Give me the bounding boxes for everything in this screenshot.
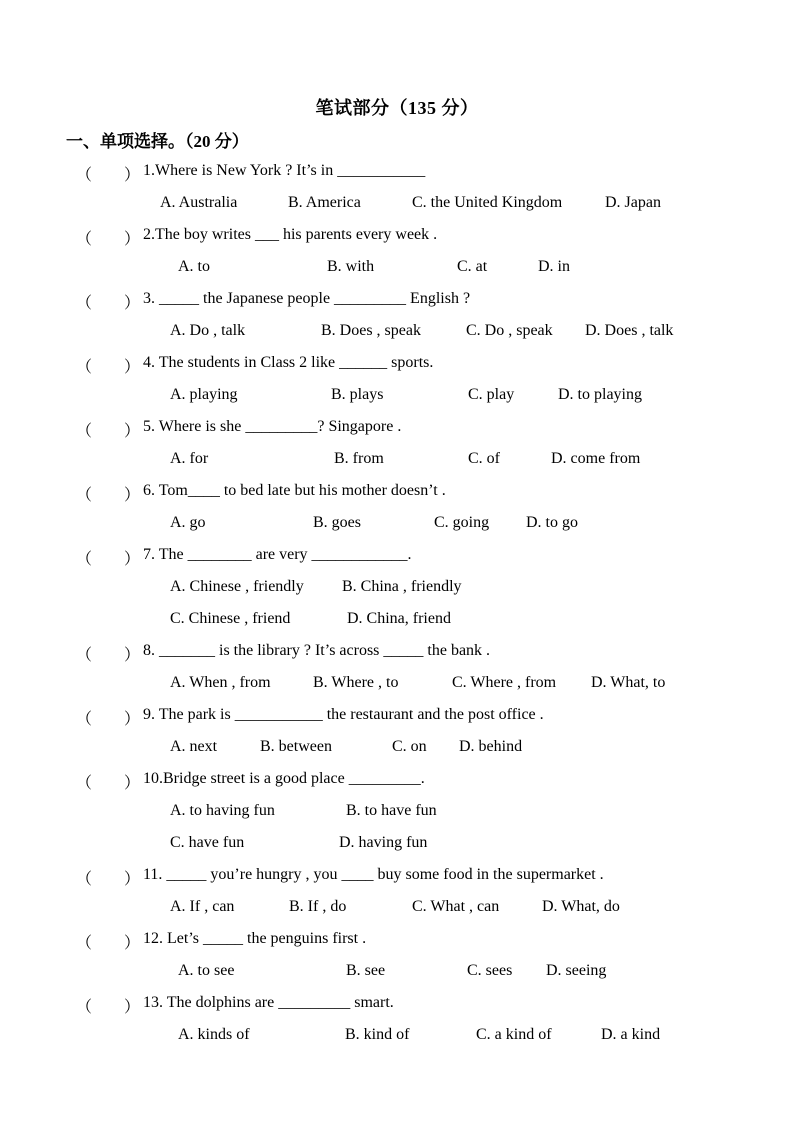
answer-blank[interactable]: （ ）	[76, 935, 141, 952]
option-c: C. at	[457, 258, 488, 275]
option-c: C. have fun	[170, 834, 245, 851]
answer-blank[interactable]: （ ）	[76, 167, 141, 184]
question-stem: 10.Bridge street is a good place _________.	[143, 770, 425, 787]
question-stem: 4. The students in Class 2 like ______ sports.	[143, 354, 434, 371]
option-d: D. China, friend	[347, 610, 451, 627]
question-stem: 6. Tom____ to bed late but his mother doesn’t .	[143, 482, 446, 499]
answer-blank[interactable]: （ ）	[76, 711, 141, 728]
question-12	[0, 930, 794, 962]
option-b: B. to have fun	[346, 802, 437, 819]
option-d: D. Japan	[605, 194, 661, 211]
option-a: A. next	[170, 738, 218, 755]
option-b: B. see	[346, 962, 386, 979]
option-d: D. Does , talk	[585, 322, 674, 339]
option-c: C. sees	[467, 962, 513, 979]
option-a: A. Chinese , friendly	[170, 578, 304, 595]
option-d: D. in	[538, 258, 570, 275]
question-stem: 2.The boy writes ___ his parents every week .	[143, 226, 438, 243]
option-b: B. from	[334, 450, 384, 467]
option-c: C. of	[468, 450, 500, 467]
answer-blank[interactable]: （ ）	[76, 551, 141, 568]
option-b: B. America	[288, 194, 361, 211]
question-stem: 5. Where is she _________? Singapore .	[143, 418, 402, 435]
option-a: A. to having fun	[170, 802, 275, 819]
answer-blank[interactable]: （ ）	[76, 871, 141, 888]
option-d: D. to go	[526, 514, 578, 531]
option-c: C. Chinese , friend	[170, 610, 291, 627]
question-13	[0, 994, 794, 1026]
option-b: B. Does , speak	[321, 322, 421, 339]
option-b: B. If , do	[289, 898, 347, 915]
option-a: A. playing	[170, 386, 238, 403]
option-a: A. kinds of	[178, 1026, 250, 1043]
question-4	[0, 354, 794, 386]
option-c: C. Where , from	[452, 674, 557, 691]
option-c: C. play	[468, 386, 515, 403]
question-stem: 9. The park is ___________ the restaurant and the post office .	[143, 706, 544, 723]
option-a: A. Australia	[160, 194, 238, 211]
question-stem: 8. _______ is the library ? It’s across _____ the bank .	[143, 642, 491, 659]
option-b: B. plays	[331, 386, 384, 403]
question-5	[0, 418, 794, 450]
question-2	[0, 226, 794, 258]
option-c: C. on	[392, 738, 427, 755]
question-9	[0, 706, 794, 738]
question-stem: 12. Let’s _____ the penguins first .	[143, 930, 367, 947]
option-a: A. to see	[178, 962, 235, 979]
option-d: D. behind	[459, 738, 523, 755]
question-stem: 13. The dolphins are _________ smart.	[143, 994, 394, 1011]
answer-blank[interactable]: （ ）	[76, 359, 141, 376]
option-b: B. goes	[313, 514, 361, 531]
question-1	[0, 162, 794, 194]
question-3	[0, 290, 794, 322]
question-stem: 1.Where is New York ? It’s in ___________	[143, 162, 426, 179]
question-8	[0, 642, 794, 674]
option-a: A. When , from	[170, 674, 271, 691]
answer-blank[interactable]: （ ）	[76, 231, 141, 248]
page-title: 笔试部分（135 分）	[315, 98, 479, 118]
option-b: B. kind of	[345, 1026, 410, 1043]
option-d: D. to playing	[558, 386, 642, 403]
option-a: A. If , can	[170, 898, 235, 915]
option-b: B. China , friendly	[342, 578, 462, 595]
section-heading: 一、单项选择。（20 分）	[66, 132, 249, 151]
option-b: B. Where , to	[313, 674, 399, 691]
question-11	[0, 866, 794, 898]
answer-blank[interactable]: （ ）	[76, 423, 141, 440]
question-stem: 3. _____ the Japanese people _________ English ?	[143, 290, 471, 307]
option-d: D. What, to	[591, 674, 666, 691]
option-a: A. to	[178, 258, 210, 275]
option-c: C. What , can	[412, 898, 500, 915]
answer-blank[interactable]: （ ）	[76, 775, 141, 792]
option-b: B. with	[327, 258, 375, 275]
option-a: A. go	[170, 514, 206, 531]
option-d: D. a kind	[601, 1026, 661, 1043]
option-a: A. Do , talk	[170, 322, 246, 339]
option-d: D. What, do	[542, 898, 620, 915]
question-stem: 7. The ________ are very ____________.	[143, 546, 412, 563]
answer-blank[interactable]: （ ）	[76, 295, 141, 312]
option-b: B. between	[260, 738, 332, 755]
option-c: C. going	[434, 514, 490, 531]
question-6	[0, 482, 794, 514]
answer-blank[interactable]: （ ）	[76, 999, 141, 1016]
option-d: D. having fun	[339, 834, 428, 851]
question-stem: 11. _____ you’re hungry , you ____ buy some food in the supermarket .	[143, 866, 604, 883]
option-c: C. the United Kingdom	[412, 194, 563, 211]
option-c: C. Do , speak	[466, 322, 553, 339]
option-d: D. seeing	[546, 962, 607, 979]
answer-blank[interactable]: （ ）	[76, 487, 141, 504]
option-c: C. a kind of	[476, 1026, 552, 1043]
question-10	[0, 770, 794, 802]
question-7	[0, 546, 794, 578]
answer-blank[interactable]: （ ）	[76, 647, 141, 664]
option-a: A. for	[170, 450, 209, 467]
option-d: D. come from	[551, 450, 641, 467]
